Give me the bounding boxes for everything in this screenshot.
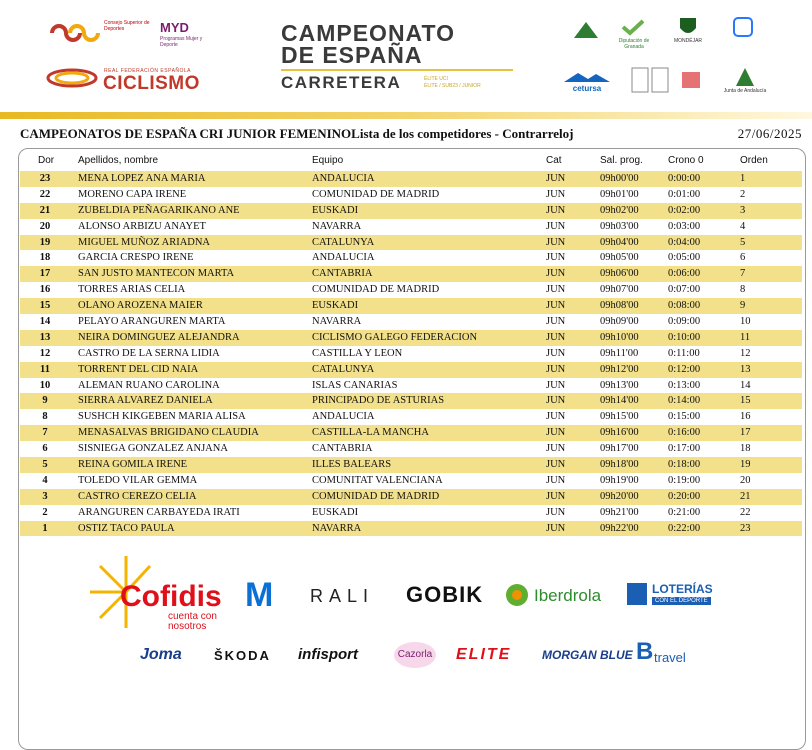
cell-crono: 0:05:00 [668, 252, 701, 264]
info-bar [20, 126, 802, 144]
cell-crono: 0:19:00 [668, 474, 701, 486]
cell-dor: 17 [39, 268, 51, 280]
cell-team: NAVARRA [312, 220, 362, 232]
cell-crono: 0:07:00 [668, 284, 701, 296]
table-row [20, 425, 802, 441]
cell-sal: 09h18'00 [600, 459, 639, 471]
cell-team: CANTABRIA [312, 443, 373, 455]
cell-crono: 0:01:00 [668, 188, 701, 200]
cell-name: ARANGUREN CARBAYEDA IRATI [78, 506, 240, 518]
cell-team: EUSKADI [312, 300, 359, 312]
cell-name: TORRENT DEL CID NAIA [78, 363, 199, 375]
sponsor-area [0, 550, 812, 680]
cell-sal: 09h08'00 [600, 300, 639, 312]
cell-team: CICLISMO GALEGO FEDERACION [312, 331, 478, 343]
col-name: Apellidos, nombre [78, 155, 159, 166]
table-row [20, 250, 802, 266]
table-row [20, 378, 802, 394]
cell-name: PELAYO ARANGUREN MARTA [78, 316, 226, 328]
cell-dor: 6 [42, 443, 48, 455]
header-gold-line [0, 112, 812, 119]
cell-team: COMUNITAT VALENCIANA [312, 474, 443, 486]
cell-dor: 14 [39, 316, 51, 328]
cell-cat: JUN [546, 268, 566, 280]
cell-sal: 09h21'00 [600, 506, 639, 518]
cell-orden: 15 [740, 395, 751, 407]
table-row [20, 505, 802, 521]
title-sub-2: ÉLITE / SUB23 / JUNIOR [424, 83, 481, 89]
title-categories [424, 76, 481, 90]
cell-dor: 20 [39, 220, 51, 232]
cell-sal: 09h10'00 [600, 331, 639, 343]
cell-team: CANTABRIA [312, 268, 373, 280]
cell-sal: 09h17'00 [600, 443, 639, 455]
cell-name: CASTRO DE LA SERNA LIDIA [78, 347, 220, 359]
cell-orden: 11 [740, 331, 751, 343]
cell-dor: 3 [42, 490, 48, 502]
cell-name: SAN JUSTO MANTECON MARTA [78, 268, 235, 280]
movistar-logo: M [245, 576, 274, 614]
myd-logo: MYD [160, 20, 189, 35]
cell-dor: 1 [42, 522, 48, 534]
cell-crono: 0:20:00 [668, 490, 701, 502]
table-row [20, 346, 802, 362]
cell-name: ZUBELDIA PEÑAGARIKANO ANE [78, 204, 240, 216]
cell-team: COMUNIDAD DE MADRID [312, 490, 440, 502]
cell-crono: 0:15:00 [668, 411, 701, 423]
cell-crono: 0:04:00 [668, 236, 701, 248]
cell-cat: JUN [546, 331, 566, 343]
cell-orden: 4 [740, 220, 746, 232]
cell-team: PRINCIPADO DE ASTURIAS [312, 395, 445, 407]
csd-text: Consejo Superior de Deportes [104, 20, 150, 32]
cell-cat: JUN [546, 188, 566, 200]
cell-crono: 0:21:00 [668, 506, 701, 518]
loterias-tagline: CON EL DEPORTE [652, 597, 711, 605]
table-row [20, 409, 802, 425]
header [0, 0, 812, 118]
sponsor-b-logo-icon [732, 16, 754, 38]
cell-team: NAVARRA [312, 522, 362, 534]
table-row [20, 282, 802, 298]
table-row [20, 457, 802, 473]
cell-cat: JUN [546, 173, 566, 184]
cell-team: EUSKADI [312, 506, 359, 518]
col-dor: Dor [38, 155, 55, 166]
cell-sal: 09h14'00 [600, 395, 639, 407]
table-row [20, 219, 802, 235]
cell-name: OLANO AROZENA MAIER [78, 300, 203, 312]
cell-cat: JUN [546, 490, 566, 502]
start-list-rows [20, 171, 802, 536]
cell-crono: 0:18:00 [668, 459, 701, 471]
cell-orden: 12 [740, 347, 751, 359]
cell-team: CATALUNYA [312, 363, 375, 375]
skoda-logo: ŠKODA [214, 648, 271, 663]
cell-cat: JUN [546, 252, 566, 264]
cell-name: NEIRA DOMINGUEZ ALEJANDRA [78, 331, 240, 343]
cell-name: MENA LOPEZ ANA MARIA [78, 173, 206, 184]
cell-cat: JUN [546, 522, 566, 534]
cofidis-tagline: cuenta con nosotros [168, 611, 217, 632]
race-date: 27/06/2025 [737, 126, 802, 141]
cell-team: EUSKADI [312, 204, 359, 216]
cell-crono: 0:02:00 [668, 204, 701, 216]
cell-sal: 09h06'00 [600, 268, 639, 280]
cell-sal: 09h01'00 [600, 188, 639, 200]
cell-name: GARCIA CRESPO IRENE [78, 252, 194, 264]
cell-orden: 10 [740, 316, 751, 328]
table-row [20, 203, 802, 219]
gobik-logo: GOBIK [406, 582, 484, 607]
race-title: CAMPEONATOS DE ESPAÑA CRI JUNIOR FEMENINOLista de los competidores - Contrarreloj [20, 126, 574, 141]
cell-cat: JUN [546, 443, 566, 455]
table-row [20, 521, 802, 537]
cell-name: CASTRO CEREZO CELIA [78, 490, 197, 502]
cell-team: CASTILLA-LA MANCHA [312, 427, 429, 439]
cell-crono: 0:11:00 [668, 347, 700, 359]
cell-dor: 9 [42, 395, 48, 407]
cell-cat: JUN [546, 316, 566, 328]
cell-crono: 0:06:00 [668, 268, 701, 280]
cell-name: OSTIZ TACO PAULA [78, 522, 175, 534]
loterias-logo: LOTERÍAS [652, 582, 713, 596]
iberdrola-leaf-icon [502, 580, 532, 610]
cell-orden: 3 [740, 204, 746, 216]
cell-name: SUSHCH KIKGEBEN MARIA ALISA [78, 411, 246, 423]
cell-orden: 13 [740, 363, 751, 375]
cell-dor: 4 [42, 474, 48, 486]
cell-sal: 09h13'00 [600, 379, 639, 391]
cell-dor: 23 [39, 173, 51, 184]
rfec-title: CICLISMO [103, 73, 200, 94]
cell-orden: 1 [740, 173, 746, 184]
cell-dor: 12 [39, 347, 51, 359]
table-row [20, 393, 802, 409]
cofidis-logo: Cofidis [120, 580, 222, 613]
csd-logo-icon [48, 22, 100, 44]
cell-sal: 09h09'00 [600, 316, 639, 328]
cell-crono: 0:08:00 [668, 300, 701, 312]
diputacion-granada-logo-icon [620, 18, 646, 36]
cell-team: ANDALUCIA [312, 411, 375, 423]
iberdrola-logo: Iberdrola [534, 586, 602, 605]
cell-sal: 09h05'00 [600, 252, 639, 264]
rali-logo: RALI [310, 586, 375, 606]
cell-name: MORENO CAPA IRENE [78, 188, 187, 200]
cell-crono: 0:03:00 [668, 220, 701, 232]
loterias-icon [626, 582, 648, 606]
cell-crono: 0:00:00 [668, 173, 701, 184]
cell-orden: 19 [740, 459, 751, 471]
title-line-2: DE ESPAÑA [281, 42, 423, 68]
cell-cat: JUN [546, 347, 566, 359]
cell-orden: 7 [740, 268, 746, 280]
mondejar-shield-icon [678, 16, 698, 38]
cazorla-logo: Cazorla [394, 642, 436, 668]
cell-name: TORRES ARIAS CELIA [78, 284, 186, 296]
cell-crono: 0:17:00 [668, 443, 701, 455]
table-row [20, 266, 802, 282]
cetursa-mountain-icon [562, 70, 612, 84]
cell-name: SIERRA ALVAREZ DANIELA [78, 395, 213, 407]
cell-team: COMUNIDAD DE MADRID [312, 188, 440, 200]
cell-dor: 8 [42, 411, 48, 423]
table-row [20, 171, 802, 187]
cell-sal: 09h20'00 [600, 490, 639, 502]
cell-cat: JUN [546, 474, 566, 486]
cell-dor: 7 [42, 427, 48, 439]
table-row [20, 314, 802, 330]
rfec-subtitle: REAL FEDERACIÓN ESPAÑOLA [104, 68, 192, 74]
cell-orden: 16 [740, 411, 751, 423]
rfec-logo-icon [46, 67, 98, 89]
cell-cat: JUN [546, 459, 566, 471]
title-line-3: CARRETERA [281, 73, 402, 92]
cell-sal: 09h04'00 [600, 236, 639, 248]
table-row [20, 330, 802, 346]
btravel-logo: travel [654, 650, 686, 665]
cell-crono: 0:12:00 [668, 363, 701, 375]
cell-name: TOLEDO VILAR GEMMA [78, 474, 198, 486]
cell-orden: 18 [740, 443, 751, 455]
cell-dor: 18 [39, 252, 51, 264]
cell-cat: JUN [546, 379, 566, 391]
elite-logo: ELITE [456, 646, 512, 663]
cell-crono: 0:10:00 [668, 331, 701, 343]
table-row [20, 187, 802, 203]
btravel-b-icon: B [636, 638, 654, 665]
cell-cat: JUN [546, 204, 566, 216]
cell-crono: 0:22:00 [668, 522, 701, 534]
mondejar-text: MONDÉJAR [673, 38, 703, 44]
cell-orden: 9 [740, 300, 746, 312]
cell-sal: 09h22'00 [600, 522, 639, 534]
cell-orden: 2 [740, 188, 746, 200]
cell-cat: JUN [546, 506, 566, 518]
junta-andalucia-icon [734, 66, 756, 88]
cell-name: ALEMAN RUANO CAROLINA [78, 379, 220, 391]
granada-2031-icon [680, 68, 702, 92]
cell-dor: 5 [42, 459, 48, 471]
col-orden: Orden [740, 155, 768, 166]
col-crono: Crono 0 [668, 155, 704, 166]
infisport-logo: infisport [298, 646, 358, 663]
cell-dor: 15 [39, 300, 51, 312]
table-header [20, 152, 802, 170]
cell-team: ILLES BALEARS [312, 459, 392, 471]
cell-name: REINA GOMILA IRENE [78, 459, 188, 471]
granada-shields-icon [630, 66, 670, 94]
title-line-1: CAMPEONATO [281, 20, 455, 46]
cell-dor: 11 [40, 363, 50, 375]
title-sub-1: ÉLITE UCI [424, 76, 448, 82]
cell-crono: 0:16:00 [668, 427, 701, 439]
cell-team: CASTILLA Y LEON [312, 347, 403, 359]
cell-orden: 20 [740, 474, 751, 486]
cell-sal: 09h19'00 [600, 474, 639, 486]
cell-orden: 17 [740, 427, 751, 439]
cell-team: ANDALUCIA [312, 252, 375, 264]
cell-team: CATALUNYA [312, 236, 375, 248]
cell-orden: 22 [740, 506, 751, 518]
cell-team: COMUNIDAD DE MADRID [312, 284, 440, 296]
cell-cat: JUN [546, 284, 566, 296]
cell-cat: JUN [546, 236, 566, 248]
junta-andalucia-text: Junta de Andalucía [723, 88, 767, 94]
cell-name: ALONSO ARBIZU ANAYET [78, 220, 206, 232]
table-row [20, 362, 802, 378]
cell-name: MENASALVAS BRIGIDANO CLAUDIA [78, 427, 259, 439]
cell-cat: JUN [546, 411, 566, 423]
col-sal: Sal. prog. [600, 155, 643, 166]
cell-dor: 13 [39, 331, 51, 343]
cell-sal: 09h15'00 [600, 411, 639, 423]
table-row [20, 489, 802, 505]
cell-dor: 19 [39, 236, 51, 248]
cell-dor: 21 [39, 204, 51, 216]
cell-crono: 0:13:00 [668, 379, 701, 391]
cell-team: NAVARRA [312, 316, 362, 328]
cell-cat: JUN [546, 300, 566, 312]
cell-dor: 10 [39, 379, 51, 391]
diputacion-granada-text: Diputación de Granada [618, 38, 650, 50]
table-row [20, 298, 802, 314]
cell-sal: 09h00'00 [600, 173, 639, 184]
table-row [20, 473, 802, 489]
cell-sal: 09h16'00 [600, 427, 639, 439]
cell-orden: 23 [740, 522, 751, 534]
cell-sal: 09h07'00 [600, 284, 639, 296]
cell-orden: 14 [740, 379, 751, 391]
cell-team: ANDALUCIA [312, 173, 375, 184]
joma-logo: Joma [140, 646, 182, 663]
cell-crono: 0:09:00 [668, 316, 701, 328]
cell-cat: JUN [546, 427, 566, 439]
morgan-blue-logo: MORGAN BLUE [542, 648, 633, 662]
cell-name: SISNIEGA GONZALEZ ANJANA [78, 443, 228, 455]
cell-crono: 0:14:00 [668, 395, 701, 407]
title-divider [281, 69, 513, 71]
cell-sal: 09h12'00 [600, 363, 639, 375]
cell-orden: 5 [740, 236, 746, 248]
cell-name: MIGUEL MUÑOZ ARIADNA [78, 236, 211, 248]
table-row [20, 235, 802, 251]
cell-dor: 22 [39, 188, 51, 200]
cell-orden: 21 [740, 490, 751, 502]
cetursa-text: cetursa [572, 84, 602, 93]
col-cat: Cat [546, 155, 562, 166]
cell-dor: 16 [39, 284, 51, 296]
cell-sal: 09h02'00 [600, 204, 639, 216]
cell-orden: 6 [740, 252, 746, 264]
col-team: Equipo [312, 155, 344, 166]
cell-sal: 09h11'00 [600, 347, 639, 359]
cell-dor: 2 [42, 506, 48, 518]
sponsor-jac-logo-icon [572, 18, 600, 42]
cell-cat: JUN [546, 363, 566, 375]
cell-sal: 09h03'00 [600, 220, 639, 232]
cell-cat: JUN [546, 395, 566, 407]
cell-team: ISLAS CANARIAS [312, 379, 398, 391]
cell-cat: JUN [546, 220, 566, 232]
table-row [20, 441, 802, 457]
myd-text: Programas Mujer y Deporte [160, 36, 203, 48]
cell-orden: 8 [740, 284, 746, 296]
